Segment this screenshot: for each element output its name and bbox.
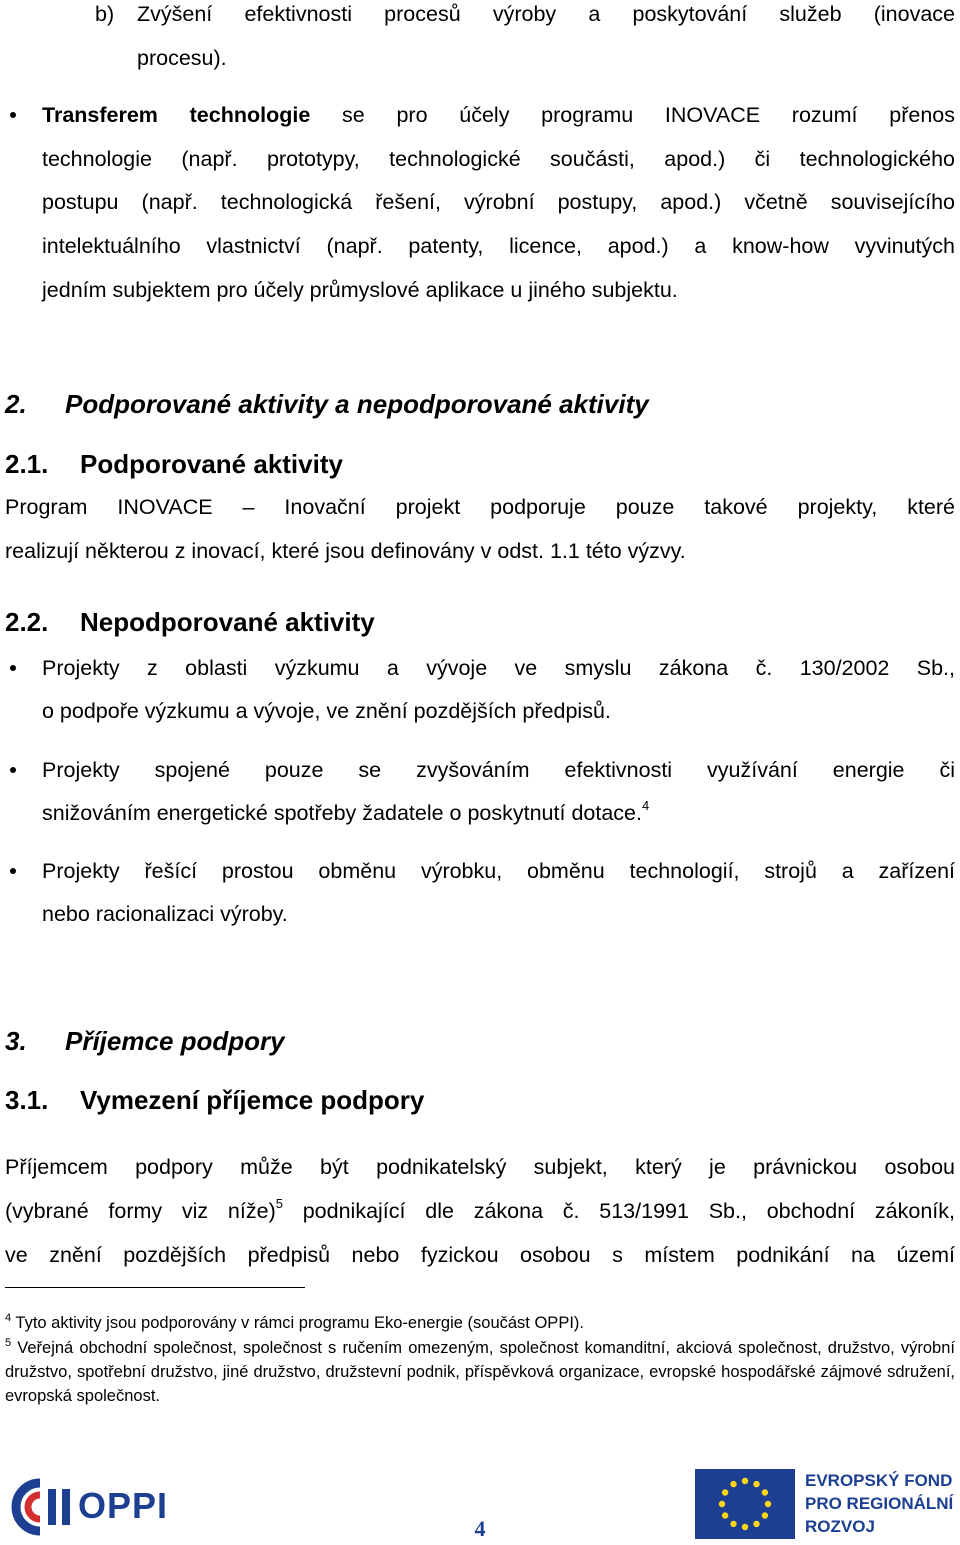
unsupported-2-line2-text: snižováním energetické spotřeby žadatele o poskytnutí dotace. (42, 801, 642, 825)
subsection-3-1-number: 3.1. (5, 1085, 49, 1115)
eu-logo-line2: PRO REGIONÁLNÍ (805, 1494, 954, 1513)
footnote-4 (5, 1311, 955, 1335)
footnote-4-text: Tyto aktivity jsou podporovány v rámci programu Eko-energie (součást OPPI). (11, 1314, 584, 1332)
list-marker-b: b) (95, 2, 115, 26)
transfer-line1 (42, 101, 955, 129)
eu-flag-icon (695, 1469, 795, 1539)
unsupported-3-line1: Projekty řešící prostou obměnu výrobku, obměnu technologií, strojů a zařízení (42, 859, 955, 883)
section-2-title: Podporované aktivity a nepodporované aktivity (65, 389, 649, 419)
subsection-2-2-number: 2.2. (5, 607, 49, 637)
transfer-line2: technologie (např. prototypy, technologické součásti, apod.) či technologického (42, 147, 955, 171)
subsection-3-1-heading (0, 1084, 960, 1116)
section-2-number: 2. (5, 389, 27, 419)
subsection-2-1-number: 2.1. (5, 449, 49, 479)
transfer-line5: jedním subjektem pro účely průmyslové aplikace u jiného subjektu. (42, 278, 678, 302)
subsection-3-1-line2-a: (vybrané formy viz níže) (5, 1199, 276, 1223)
subsection-2-1-line2: realizují některou z inovací, které jsou definovány v odst. 1.1 této výzvy. (5, 539, 686, 563)
footnote-5-mark: 5 (5, 1337, 12, 1349)
unsupported-1-line2: o podpoře výzkumu a vývoje, ve znění pozdějších předpisů. (42, 699, 611, 723)
subsection-3-1-line2 (5, 1197, 955, 1225)
subsection-2-2-heading (0, 606, 960, 638)
transfer-line1-rest: se pro účely programu INOVACE rozumí přenos (310, 103, 955, 127)
eu-fund-logo (695, 1468, 960, 1540)
item-b-line2: procesu). (137, 46, 227, 70)
section-3-title: Příjemce podpory (65, 1026, 285, 1056)
unsupported-2-line1: Projekty spojené pouze se zvyšováním efektivnosti využívání energie či (42, 758, 955, 782)
subsection-2-2-title: Nepodporované aktivity (80, 607, 375, 637)
unsupported-2-line2 (42, 799, 649, 827)
bullet-unsupported-2 (10, 767, 16, 773)
item-b-line1: Zvýšení efektivnosti procesů výroby a poskytování služeb (inovace (137, 2, 955, 26)
transfer-line4: intelektuálního vlastnictví (např. patenty, licence, apod.) a know-how vyvinutých (42, 234, 955, 258)
unsupported-1-line1: Projekty z oblasti výzkumu a vývoje ve smyslu zákona č. 130/2002 Sb., (42, 656, 955, 680)
subsection-3-1-line2-b: podnikající dle zákona č. 513/1991 Sb., obchodní zákoník, (282, 1199, 955, 1223)
footnote-ref-4[interactable]: 4 (641, 798, 650, 813)
subsection-2-1-line1: Program INOVACE – Inovační projekt podporuje pouze takové projekty, které (5, 495, 955, 519)
oppi-emblem-icon (10, 1477, 72, 1537)
section-2-heading (0, 388, 960, 420)
oppi-logo (10, 1477, 170, 1537)
eu-logo-line3: ROZVOJ (805, 1517, 875, 1536)
subsection-2-1-heading (0, 448, 960, 480)
bullet-unsupported-3 (10, 868, 16, 874)
subsection-2-1-title: Podporované aktivity (80, 449, 343, 479)
footnote-ref-5[interactable]: 5 (275, 1196, 283, 1211)
section-3-number: 3. (5, 1026, 27, 1056)
subsection-3-1-line3: ve znění pozdějších předpisů nebo fyzickou osobou s místem podnikání na území (5, 1243, 955, 1267)
unsupported-3-line2: nebo racionalizaci výroby. (42, 902, 288, 926)
transfer-term: Transferem technologie (42, 103, 311, 127)
footnote-separator (5, 1287, 305, 1288)
subsection-3-1-line1: Příjemcem podpory může být podnikatelský subjekt, který je právnickou osobou (5, 1155, 955, 1179)
transfer-line3: postupu (např. technologická řešení, výrobní postupy, apod.) včetně souvisejícího (42, 190, 955, 214)
oppi-logo-text: OPPI (78, 1485, 169, 1526)
section-3-heading (0, 1025, 960, 1057)
footnote-5 (5, 1336, 955, 1408)
eu-logo-line1: EVROPSKÝ FOND (805, 1471, 953, 1490)
bullet-transfer (10, 112, 16, 118)
footnote-5-text: Veřejná obchodní společnost, společnost s ručením omezeným, společnost komanditní, akciová společnost, družstvo, výrobní družstvo, spotřební družstvo, jiné družstvo, družstevní podnik, příspěvková organizace, evropské hospodářské zájmové sdružení, evropská společnost. (5, 1339, 955, 1405)
page-number: 4 (474, 1516, 486, 1541)
subsection-3-1-title: Vymezení příjemce podpory (80, 1085, 425, 1115)
bullet-unsupported-1 (10, 665, 16, 671)
footnote-4-mark: 4 (5, 1312, 12, 1324)
